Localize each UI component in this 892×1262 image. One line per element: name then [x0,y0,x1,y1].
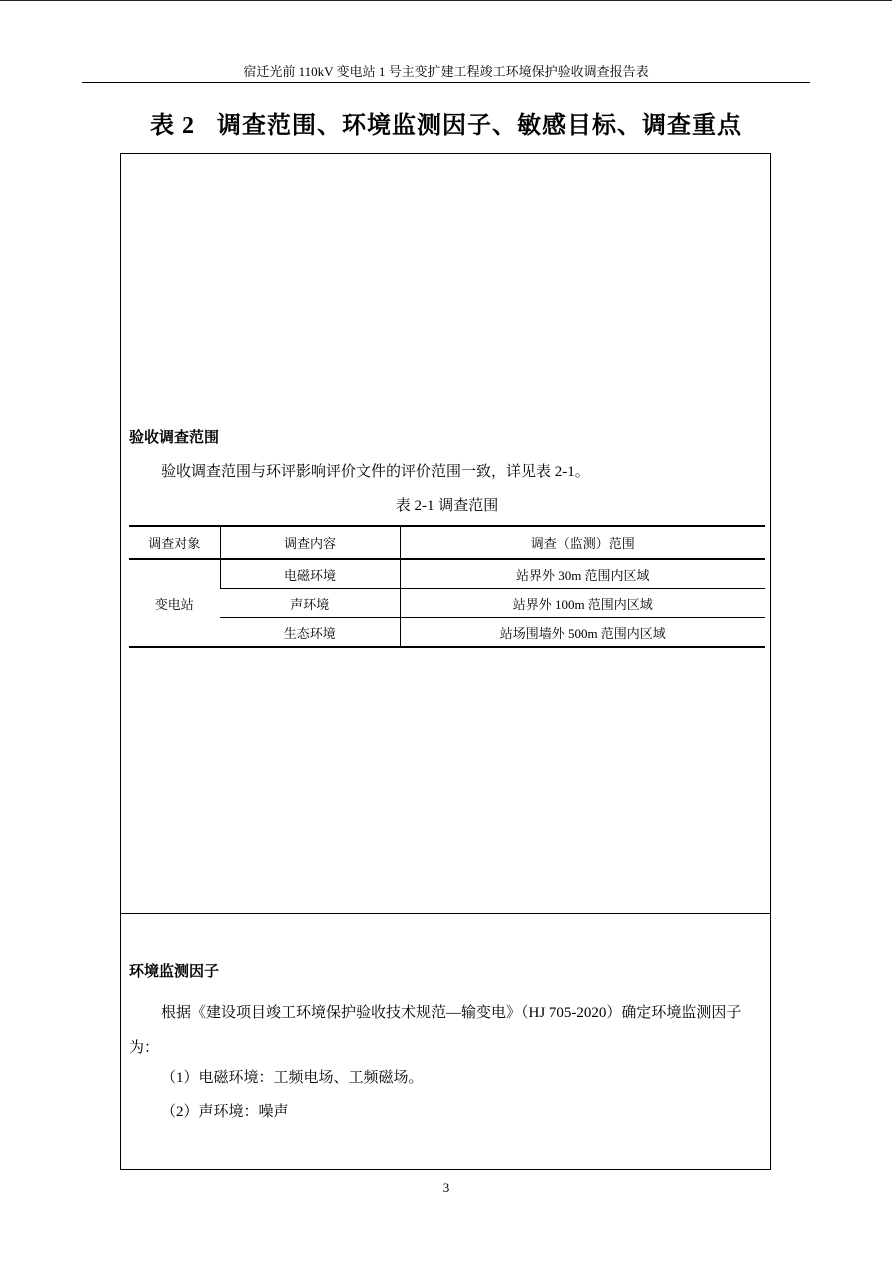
top-border-line [0,0,892,1]
range-cell: 站场围墙外 500m 范围内区域 [400,618,765,648]
table-row [129,618,765,648]
page-number: 3 [442,1180,450,1195]
content-cell: 电磁环境 [220,559,400,589]
factors-section-box [120,913,771,1170]
table-row [129,559,765,589]
object-cell: 变电站 [129,559,220,647]
factors-paragraph: 根据《建设项目竣工环境保护验收技术规范—输变电》（HJ 705-2020）确定环境监测因子为： [129,1005,742,1056]
table-header-row [129,526,765,559]
table-caption: 表 2-1 调查范围 [395,498,499,514]
header-object: 调查对象 [129,526,220,559]
table-row [129,589,765,618]
table-number: 表 2 [150,113,195,139]
page-title [82,108,810,143]
factor-item: （2）声环境：噪声 [161,1104,289,1120]
running-header: 宿迁光前 110kV 变电站 1 号主变扩建工程竣工环境保护验收调查报告表 [243,64,649,79]
factors-heading: 环境监测因子 [129,962,220,980]
range-cell: 站界外 30m 范围内区域 [400,559,765,589]
scope-heading: 验收调查范围 [129,428,220,446]
header-range: 调查（监测）范围 [400,526,765,559]
scope-table [129,525,765,648]
header-content: 调查内容 [220,526,400,559]
factor-item: （1）电磁环境：工频电场、工频磁场。 [161,1070,424,1086]
title-text: 调查范围、环境监测因子、敏感目标、调查重点 [217,111,742,139]
scope-section-box [120,153,771,914]
header-rule [82,82,810,83]
content-cell: 声环境 [220,589,400,618]
content-cell: 生态环境 [220,618,400,648]
scope-paragraph: 验收调查范围与环评影响评价文件的评价范围一致，详见表 2-1。 [161,464,590,480]
range-cell: 站界外 100m 范围内区域 [400,589,765,618]
